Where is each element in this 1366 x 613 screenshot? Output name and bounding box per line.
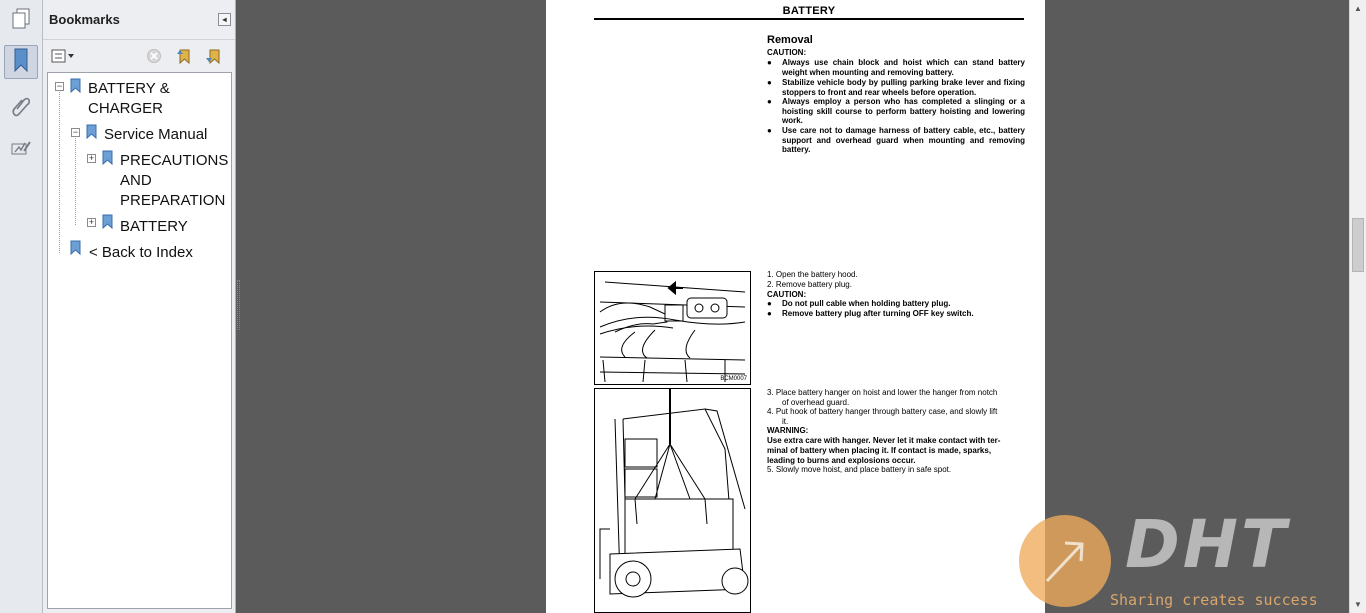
bookmarks-icon	[11, 48, 31, 77]
bookmark-tree	[47, 72, 232, 609]
header-rule	[594, 18, 1024, 20]
battery-plug-illustration	[594, 271, 751, 385]
step-text: it.	[782, 417, 789, 426]
tree-connector	[59, 87, 60, 253]
caution-label: CAUTION:	[767, 48, 807, 57]
collapse-toggle-service-manual[interactable]: −	[72, 127, 79, 137]
attachments-panel-button[interactable]	[4, 91, 38, 125]
bookmark-icon	[102, 214, 113, 229]
bookmark-icon	[70, 240, 81, 255]
watermark-logo-circle	[1019, 515, 1111, 607]
step-text: 2. Remove battery plug.	[767, 280, 852, 289]
tree-connector	[75, 135, 76, 225]
warning-text: Use extra care with hanger. Never let it make contact with ter-	[767, 436, 1001, 445]
caution-item-text: Always employ a person who has completed a slinging or a hoisting skill course to perform battery hoisting and lowering work.	[782, 97, 1025, 126]
step-text: of overhead guard.	[782, 398, 850, 407]
bookmarks-panel-button[interactable]	[4, 45, 38, 79]
warning-label: WARNING:	[767, 426, 809, 435]
caution-label: CAUTION:	[767, 290, 807, 299]
page-header-title: BATTERY	[782, 5, 836, 17]
step-text: 4. Put hook of battery hanger through battery case, and slowly lift	[767, 407, 998, 416]
tree-item-battery[interactable]: BATTERY	[120, 218, 188, 235]
bookmarks-panel	[43, 0, 236, 613]
panel-title: Bookmarks	[49, 12, 120, 27]
expand-toggle-precautions[interactable]: +	[88, 153, 95, 163]
caution-item: ● Stabilize vehicle body by pulling parking brake lever and fixing stoppers to front and rear wheels before operation.	[767, 78, 1025, 97]
tree-item-battery-charger[interactable]	[88, 79, 170, 119]
warning-text: leading to burns and explosions occur.	[767, 456, 916, 465]
tree-item-back-to-index[interactable]: < Back to Index	[89, 244, 193, 261]
caution-item-text: Always use chain block and hoist which can stand battery weight when mounting and removing battery.	[782, 58, 1025, 77]
caution-item: ● Remove battery plug after turning OFF key switch.	[767, 309, 1025, 319]
section-heading: Removal	[767, 34, 813, 46]
caution-item-text: Use care not to damage harness of battery cable, etc., battery support and overhead guard when mounting and removing battery.	[782, 126, 1025, 155]
new-bookmark-icon[interactable]	[175, 48, 193, 64]
caution-item: ● Use care not to damage harness of battery cable, etc., battery support and overhead guard when mounting and removing battery.	[767, 126, 1025, 155]
step-text: 5. Slowly move hoist, and place battery in safe spot.	[767, 465, 952, 474]
caution-item: ● Do not pull cable when holding battery plug.	[767, 299, 1025, 309]
step-text: 1. Open the battery hood.	[767, 270, 858, 279]
forklift-battery-hoist-illustration	[594, 388, 751, 613]
watermark-logo-text: DHT	[1125, 506, 1290, 583]
attachments-icon	[11, 95, 31, 122]
scroll-up-arrow-icon[interactable]: ▲	[1354, 4, 1362, 13]
figure-code: BCM0007	[720, 376, 747, 382]
vertical-scrollbar[interactable]	[1349, 0, 1366, 613]
tree-item-label: CHARGER	[88, 100, 164, 117]
bookmarks-toolbar	[43, 40, 235, 72]
tree-item-label: PRECAUTIONS	[120, 152, 229, 169]
tree-item-precautions[interactable]	[120, 151, 228, 211]
signatures-panel-button[interactable]	[4, 134, 38, 168]
pages-panel-button[interactable]	[4, 4, 38, 38]
bookmark-icon	[102, 150, 113, 165]
caution-item-text: Remove battery plug after turning OFF key switch.	[782, 309, 974, 318]
tree-item-label: PREPARATION	[120, 192, 226, 209]
bookmark-from-selection-icon[interactable]	[205, 48, 223, 64]
warning-text: minal of battery when placing it. If contact is made, sparks,	[767, 446, 992, 455]
document-page	[546, 0, 1045, 613]
caution-item-text: Do not pull cable when holding battery plug.	[782, 299, 951, 308]
signatures-icon	[10, 139, 32, 164]
caution-item-text: Stabilize vehicle body by pulling parking brake lever and fixing stoppers to front and rear wheels before operation.	[782, 78, 1025, 97]
tree-item-service-manual[interactable]: Service Manual	[104, 126, 208, 143]
bookmark-icon	[70, 78, 81, 93]
bookmarks-panel-header	[43, 0, 235, 40]
tree-item-label: BATTERY &	[88, 80, 170, 97]
panel-resize-handle[interactable]	[237, 280, 240, 330]
scrollbar-thumb[interactable]	[1352, 218, 1364, 272]
step-text: 3. Place battery hanger on hoist and lower the hanger from notch	[767, 388, 998, 397]
watermark-tagline: Sharing creates success	[1110, 591, 1318, 609]
caution-item: ● Always use chain block and hoist which can stand battery weight when mounting and removing battery.	[767, 58, 1025, 77]
caution-item: ● Always employ a person who has completed a slinging or a hoisting skill course to perform battery hoisting and lowering work.	[767, 97, 1025, 126]
delete-bookmark-icon[interactable]	[145, 48, 163, 64]
navigation-rail	[0, 0, 43, 613]
options-menu-icon[interactable]	[51, 48, 75, 64]
collapse-toggle-battery-charger[interactable]: −	[56, 81, 63, 91]
bookmark-icon	[86, 124, 97, 139]
pages-icon	[11, 8, 31, 35]
scroll-down-arrow-icon[interactable]: ▼	[1354, 600, 1362, 609]
expand-toggle-battery[interactable]: +	[88, 217, 95, 227]
collapse-panel-button[interactable]: ◂	[218, 13, 231, 26]
tree-item-label: AND	[120, 172, 152, 189]
